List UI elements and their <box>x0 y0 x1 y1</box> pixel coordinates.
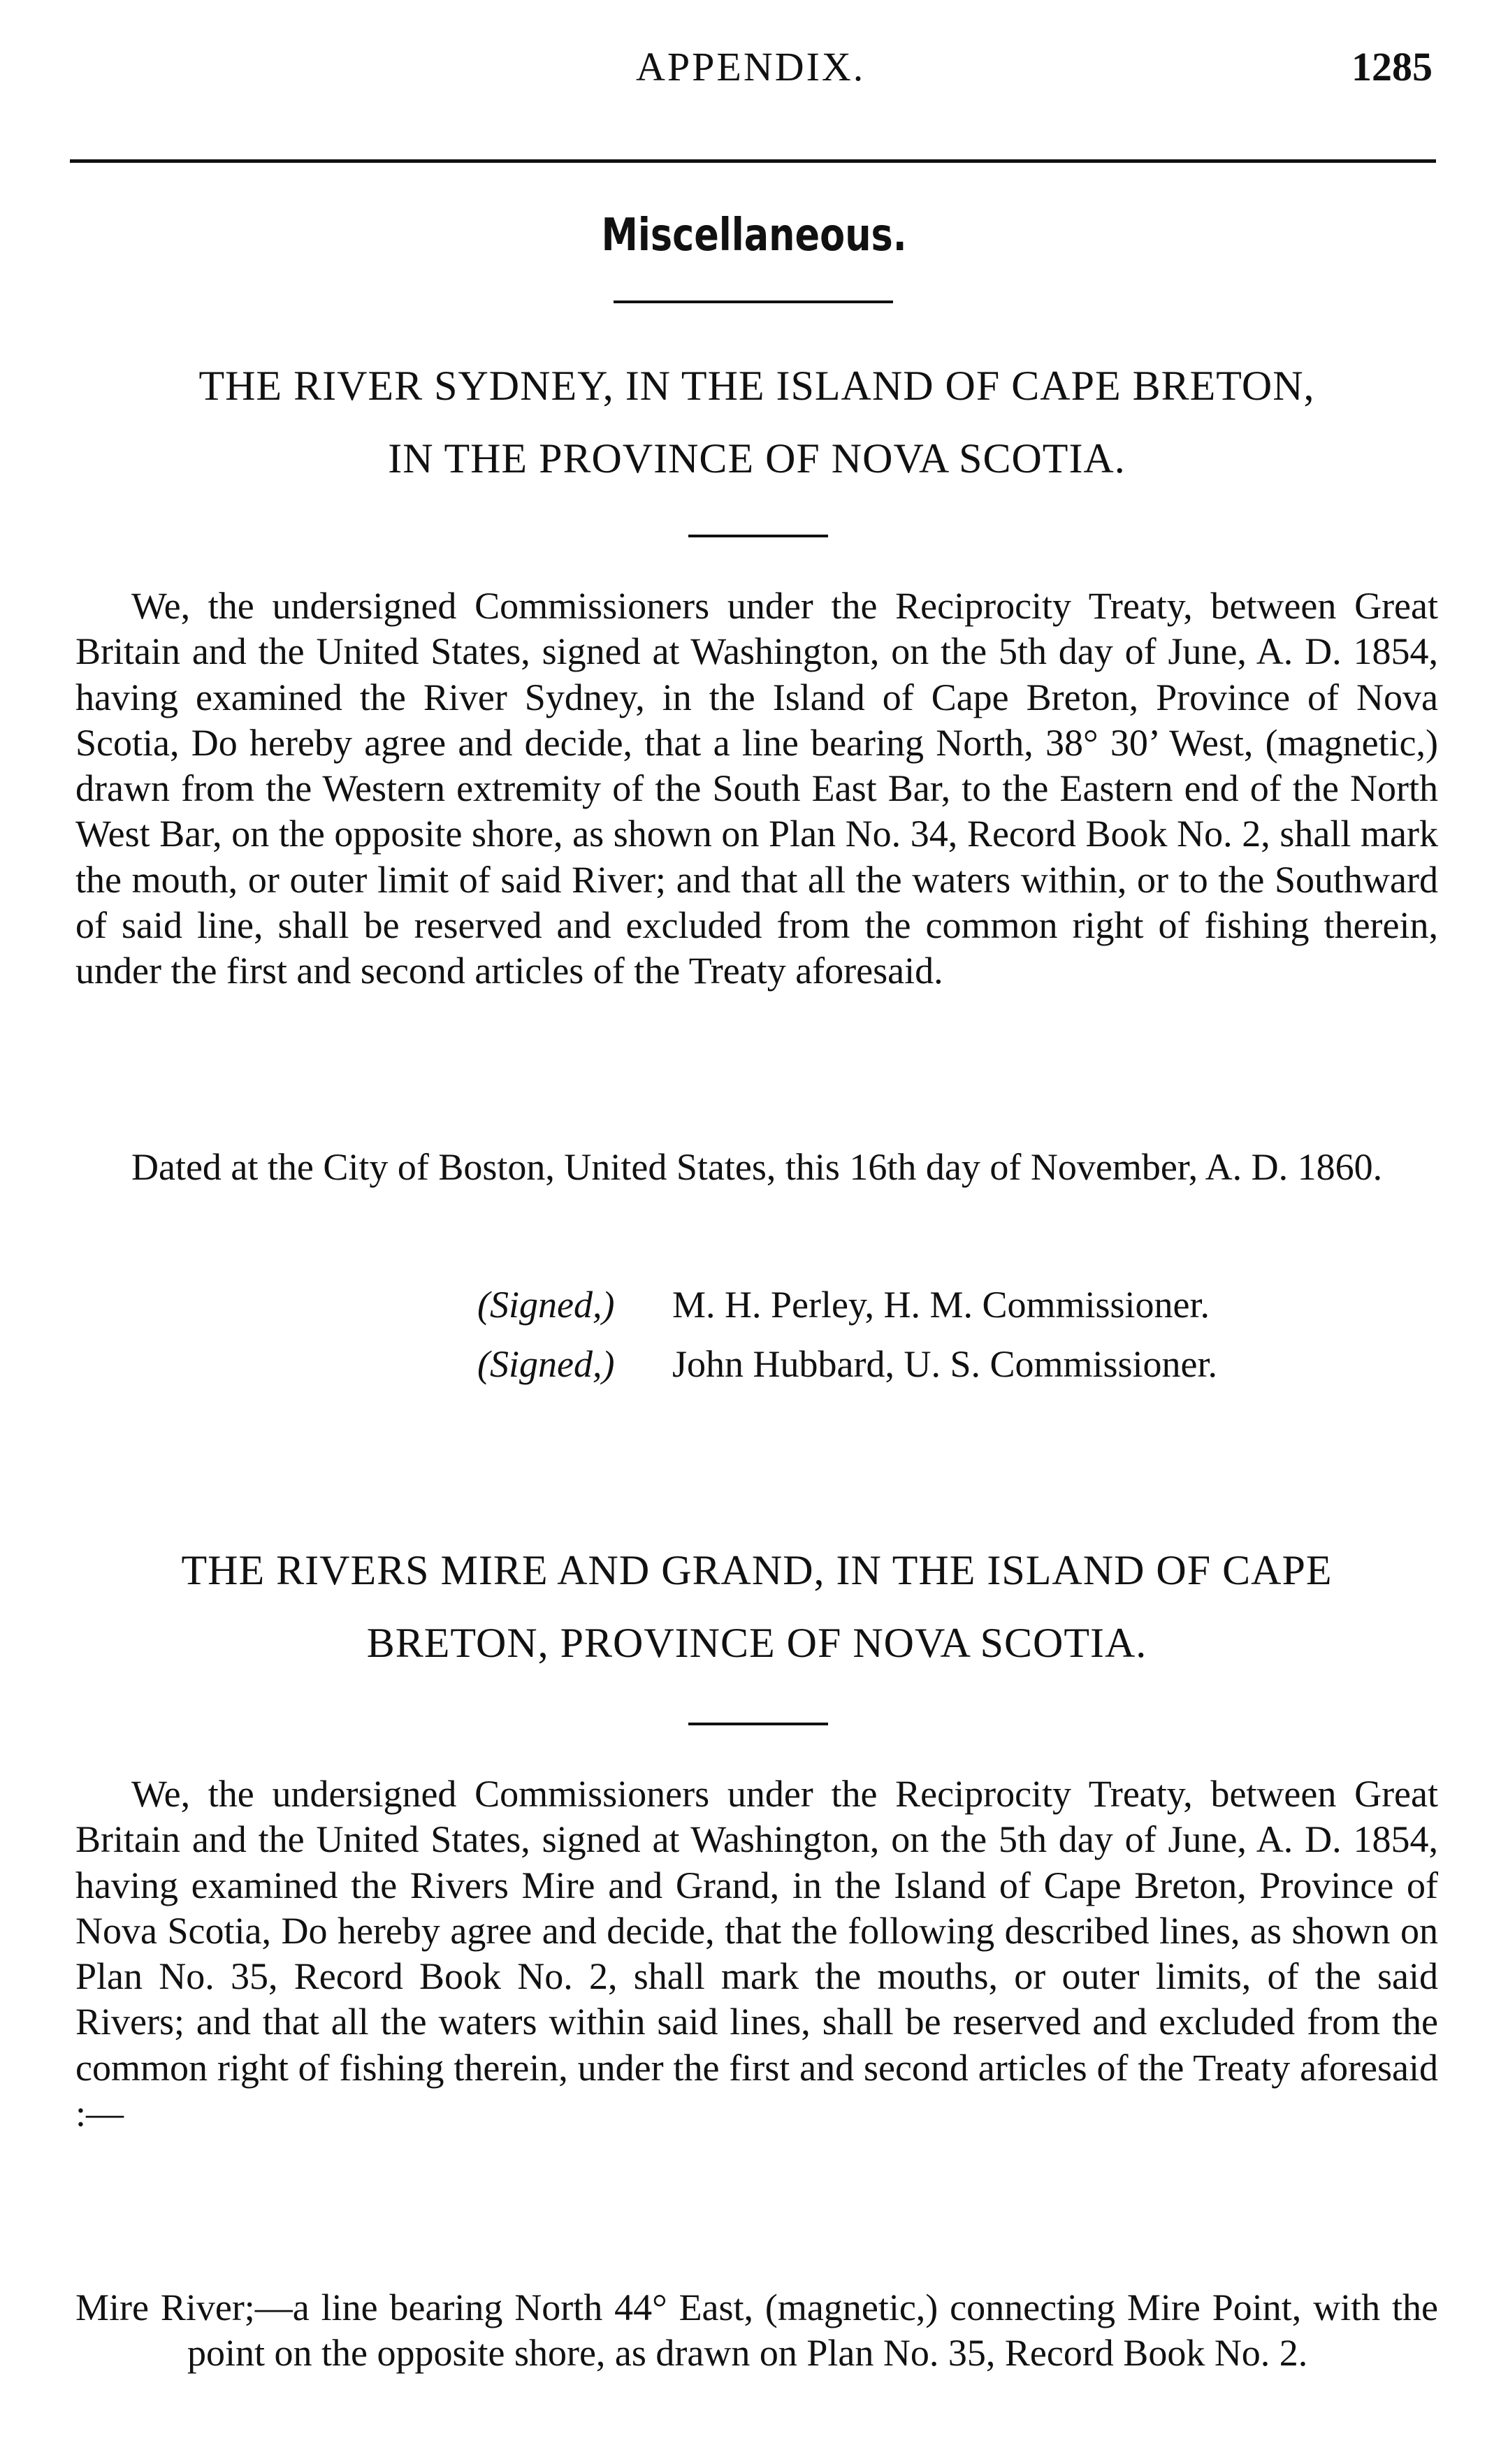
heading-rule <box>614 300 893 303</box>
section1-dated: Dated at the City of Boston, United States, this 16th day of November, A. D. 1860. <box>131 1146 1383 1188</box>
mire-river-entry: Mire River;—a line bearing North 44° East, (magnetic,) connecting Mire Point, with the point on the opposite shore, as drawn on Plan No. 35, Record Book No. 2. <box>75 2287 1438 2375</box>
section1-short-rule <box>688 535 828 537</box>
signature1-signed: (Signed,) <box>477 1284 615 1326</box>
section1-title-line1: THE RIVER SYDNEY, IN THE ISLAND OF CAPE BRETON, <box>198 363 1315 409</box>
header-rule <box>70 159 1436 163</box>
section1-body: We, the undersigned Commissioners under the Reciprocity Treaty, between Great Britain and the United States, signed at Washington, on the 5th day of June, A. D. 1854, having examined the River Sydney, in the Island of Cape Breton, Province of Nova Scotia, Do hereby agree and decide, that a line bearing North, 38° 30’ West, (magnetic,) drawn from the Western extremity of the South East Bar, to the Eastern end of the North West Bar, on the opposite shore, as shown on Plan No. 34, Record Book No. 2, shall mark the mouth, or outer limit of said River; and that all the waters within, or to the Southward of said line, shall be reserved and excluded from the common right of fishing therein, under the first and second articles of the Treaty aforesaid. <box>75 585 1438 992</box>
section1-title <box>75 349 1438 495</box>
running-head <box>0 43 1508 106</box>
section2-body: We, the undersigned Commissioners under the Reciprocity Treaty, between Great Britain and the United States, signed at Washington, on the 5th day of June, A. D. 1854, having examined the Rivers Mire and Grand, in the Island of Cape Breton, Province of Nova Scotia, Do hereby agree and decide, that the following described lines, as shown on Plan No. 35, Record Book No. 2, shall mark the mouths, or outer limits, of the said Rivers; and that all the waters within said lines, shall be reserved and excluded from the common right of fishing therein, under the first and second articles of the Treaty aforesaid :— <box>75 1773 1438 2135</box>
signature2-signed: (Signed,) <box>477 1343 615 1385</box>
running-head-title: APPENDIX. <box>636 44 866 89</box>
section2-title-line1: THE RIVERS MIRE AND GRAND, IN THE ISLAND OF CAPE <box>181 1547 1333 1593</box>
section1-title-line2: IN THE PROVINCE OF NOVA SCOTIA. <box>388 435 1126 481</box>
signature2-name: John Hubbard, U. S. Commissioner. <box>672 1343 1218 1385</box>
section2-short-rule <box>688 1723 828 1725</box>
signature1-name: M. H. Perley, H. M. Commissioner. <box>672 1284 1210 1326</box>
section-heading: Miscellaneous. <box>601 210 907 261</box>
section2-title-line2: BRETON, PROVINCE OF NOVA SCOTIA. <box>366 1620 1147 1666</box>
section2-title <box>75 1534 1438 1679</box>
page-number: 1285 <box>1351 44 1433 89</box>
